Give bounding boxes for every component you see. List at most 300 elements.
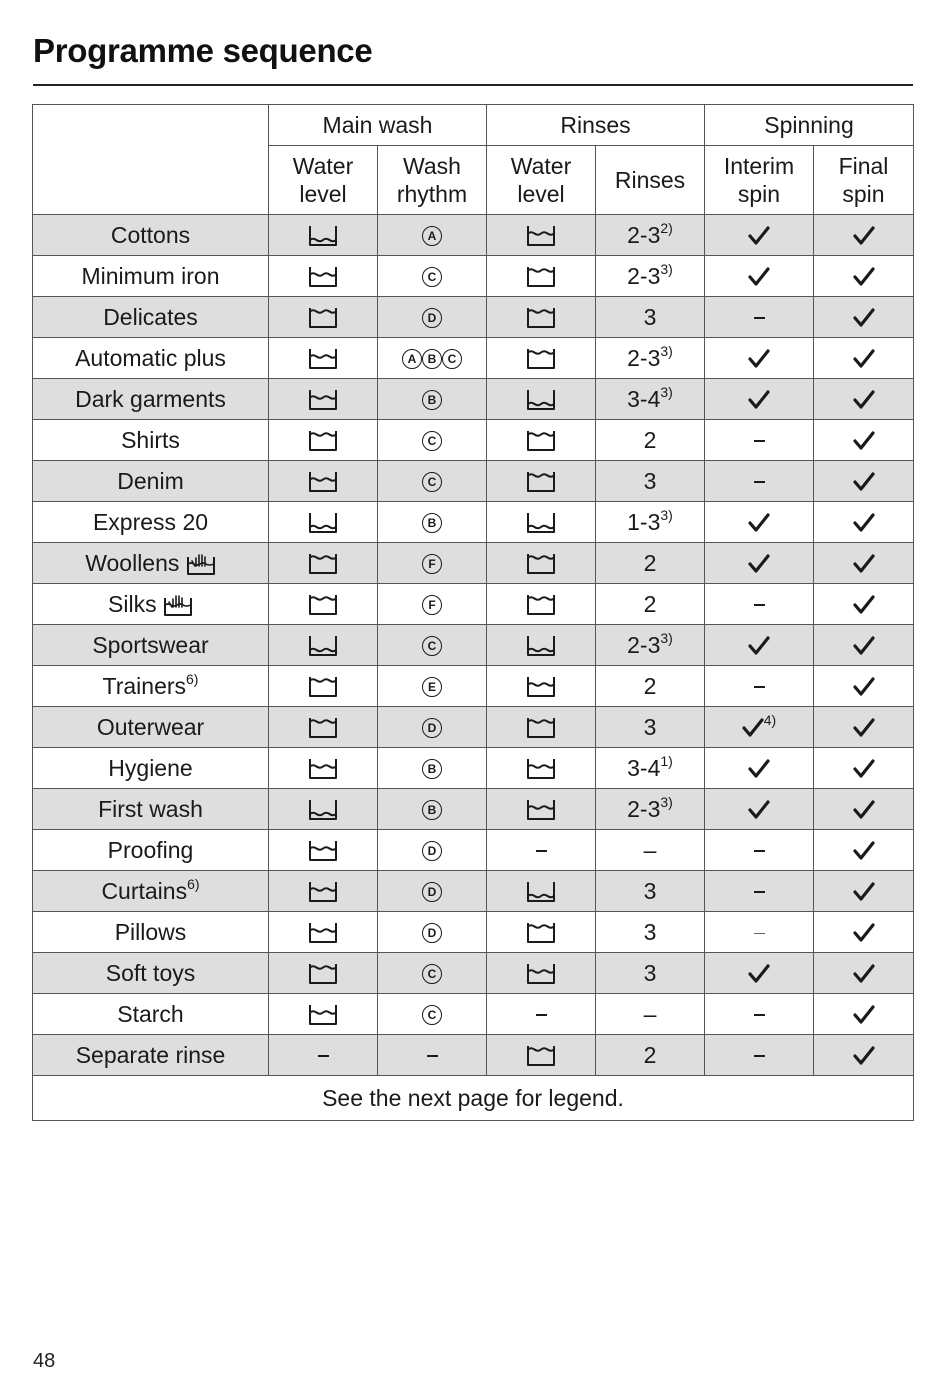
programme-name: Starch (117, 1000, 184, 1027)
cell-rinses (596, 789, 705, 830)
programme-table (32, 104, 914, 1121)
handwash-icon (163, 593, 193, 617)
programme-name: Woollens (85, 549, 180, 576)
cell-rinses (596, 543, 705, 584)
check-icon (853, 349, 875, 369)
programme-name: Pillows (114, 918, 187, 945)
cell-rinses (596, 379, 705, 420)
cell-rinses (596, 338, 705, 379)
cell-rinses (596, 1035, 705, 1076)
cell-rinses (596, 420, 705, 461)
cell-final-spin (814, 625, 914, 666)
water-level-high-icon (308, 716, 338, 740)
cell-rinses (596, 502, 705, 543)
rinses-footnote: 3) (660, 506, 673, 523)
dash-icon (754, 850, 765, 852)
cell-r-water-level (487, 297, 596, 338)
programme-name: Denim (117, 467, 184, 494)
cell-r-water-level (487, 256, 596, 297)
subheader-s-final-spin: Final spin (814, 146, 914, 215)
cell-rinses (596, 584, 705, 625)
rhythm-f-icon: F (422, 595, 442, 615)
cell-interim-spin (705, 215, 814, 256)
check-icon (748, 349, 770, 369)
cell-r-water-level (487, 584, 596, 625)
cell-programme (33, 215, 269, 256)
cell-final-spin (814, 543, 914, 584)
programme-name: Hygiene (108, 754, 193, 781)
rinses-value: 2-3 (627, 795, 661, 822)
cell-final-spin (814, 748, 914, 789)
check-icon (853, 267, 875, 287)
check-icon (853, 308, 875, 328)
cell-final-spin (814, 338, 914, 379)
check-icon (748, 513, 770, 533)
rinses-value: 2 (643, 672, 657, 699)
cell-programme (33, 666, 269, 707)
rinses-value: 2-3 (627, 262, 661, 289)
cell-mw-water-level (269, 625, 378, 666)
water-level-high-icon (308, 593, 338, 617)
cell-mw-water-level (269, 707, 378, 748)
programme-name: Delicates (103, 303, 198, 330)
rhythm-d-icon: D (422, 882, 442, 902)
rhythm-a-icon: A (402, 349, 422, 369)
water-level-medium-icon (526, 675, 556, 699)
cell-wash-rhythm (378, 994, 487, 1035)
cell-wash-rhythm (378, 502, 487, 543)
cell-r-water-level (487, 461, 596, 502)
cell-mw-water-level (269, 830, 378, 871)
programme-name: Curtains (101, 877, 188, 904)
check-icon (748, 267, 770, 287)
cell-wash-rhythm (378, 338, 487, 379)
programme-name: Sportswear (92, 631, 209, 658)
programme-name: First wash (98, 795, 203, 822)
check-icon (853, 800, 875, 820)
cell-wash-rhythm (378, 748, 487, 789)
water-level-low-icon (308, 798, 338, 822)
cell-rinses (596, 912, 705, 953)
header-corner (33, 105, 269, 215)
dash-icon (427, 1055, 438, 1057)
rinses-value: 3 (643, 877, 657, 904)
programme-name: Outerwear (96, 713, 205, 740)
table-row (33, 953, 914, 994)
cell-r-water-level (487, 707, 596, 748)
cell-final-spin (814, 666, 914, 707)
water-level-medium-icon (526, 224, 556, 248)
cell-final-spin (814, 379, 914, 420)
rhythm-b-icon: B (422, 759, 442, 779)
table-row (33, 625, 914, 666)
rinses-value: 2-3 (627, 344, 661, 371)
water-level-medium-icon (308, 839, 338, 863)
check-icon (748, 554, 770, 574)
programme-name: Silks (108, 590, 157, 617)
cell-final-spin (814, 994, 914, 1035)
programme-name: Automatic plus (75, 344, 226, 371)
rhythm-e-icon: E (422, 677, 442, 697)
cell-r-water-level (487, 543, 596, 584)
rhythm-b-icon: B (422, 800, 442, 820)
dash-icon (754, 604, 765, 606)
rinses-value: – (643, 1000, 657, 1027)
table-row (33, 584, 914, 625)
table-row (33, 748, 914, 789)
cell-r-water-level (487, 666, 596, 707)
water-level-high-icon (526, 470, 556, 494)
programme-name: Shirts (121, 426, 180, 453)
cell-r-water-level (487, 912, 596, 953)
rinses-footnote: 1) (660, 752, 673, 769)
rinses-value: 2 (643, 549, 657, 576)
cell-final-spin (814, 256, 914, 297)
rinses-value: 2-3 (627, 221, 661, 248)
rinses-value: 3-4 (627, 754, 661, 781)
dash-icon (754, 891, 765, 893)
check-icon (853, 759, 875, 779)
table-footer-legend-note: See the next page for legend. (33, 1076, 914, 1121)
dash-icon (754, 317, 765, 319)
cell-r-water-level (487, 502, 596, 543)
cell-rinses (596, 830, 705, 871)
cell-programme (33, 871, 269, 912)
cell-mw-water-level (269, 748, 378, 789)
table-row (33, 338, 914, 379)
water-level-high-icon (526, 716, 556, 740)
rinses-value: 3 (643, 303, 657, 330)
rhythm-d-icon: D (422, 308, 442, 328)
cell-interim-spin (705, 584, 814, 625)
cell-interim-spin (705, 420, 814, 461)
cell-interim-spin (705, 789, 814, 830)
cell-r-water-level (487, 1035, 596, 1076)
cell-mw-water-level (269, 420, 378, 461)
cell-programme (33, 994, 269, 1035)
water-level-low-icon (308, 634, 338, 658)
table-row (33, 1035, 914, 1076)
cell-r-water-level (487, 789, 596, 830)
cell-wash-rhythm (378, 420, 487, 461)
check-icon (748, 759, 770, 779)
cell-mw-water-level (269, 215, 378, 256)
cell-wash-rhythm (378, 584, 487, 625)
water-level-medium-icon (308, 347, 338, 371)
water-level-low-icon (526, 634, 556, 658)
header-spinning: Spinning (705, 105, 914, 146)
check-icon (853, 923, 875, 943)
water-level-medium-icon (526, 798, 556, 822)
cell-final-spin (814, 1035, 914, 1076)
cell-final-spin (814, 297, 914, 338)
cell-mw-water-level (269, 543, 378, 584)
cell-wash-rhythm (378, 256, 487, 297)
cell-interim-spin (705, 379, 814, 420)
cell-rinses (596, 215, 705, 256)
dash-icon (754, 1055, 765, 1057)
cell-rinses (596, 256, 705, 297)
water-level-high-icon (308, 962, 338, 986)
cell-interim-spin (705, 1035, 814, 1076)
cell-rinses (596, 994, 705, 1035)
table-row (33, 502, 914, 543)
cell-mw-water-level (269, 297, 378, 338)
cell-final-spin (814, 830, 914, 871)
rhythm-b-icon: B (422, 349, 442, 369)
table-row (33, 297, 914, 338)
table-row (33, 420, 914, 461)
rinses-footnote: 3) (660, 342, 673, 359)
rinses-footnote: 2) (660, 219, 673, 236)
cell-interim-spin (705, 707, 814, 748)
table-row (33, 666, 914, 707)
cell-final-spin (814, 584, 914, 625)
water-level-low-icon (308, 511, 338, 535)
water-level-medium-icon (308, 757, 338, 781)
check-icon (853, 636, 875, 656)
check-icon (853, 718, 875, 738)
subheader-r-rinses: Rinses (596, 146, 705, 215)
water-level-medium-icon (308, 880, 338, 904)
water-level-medium-icon (526, 757, 556, 781)
table-row (33, 543, 914, 584)
programme-footnote: 6) (186, 670, 199, 687)
water-level-high-icon (526, 347, 556, 371)
cell-interim-spin (705, 543, 814, 584)
cell-r-water-level (487, 953, 596, 994)
cell-final-spin (814, 789, 914, 830)
cell-rinses (596, 707, 705, 748)
water-level-high-icon (526, 593, 556, 617)
rinses-value: 2 (643, 1041, 657, 1068)
water-level-high-icon (526, 1044, 556, 1068)
header-main-wash: Main wash (269, 105, 487, 146)
water-level-medium-icon (308, 388, 338, 412)
cell-wash-rhythm (378, 1035, 487, 1076)
rinses-footnote: 3) (660, 383, 673, 400)
rinses-footnote: 3) (660, 260, 673, 277)
check-icon (853, 841, 875, 861)
cell-r-water-level (487, 338, 596, 379)
dash-icon (754, 481, 765, 483)
cell-interim-spin (705, 297, 814, 338)
rinses-value: 1-3 (627, 508, 661, 535)
water-level-medium-icon (308, 1003, 338, 1027)
cell-final-spin (814, 215, 914, 256)
programme-name: Soft toys (105, 959, 196, 986)
cell-wash-rhythm (378, 830, 487, 871)
dash-icon (318, 1055, 329, 1057)
programme-footnote: 6) (187, 875, 200, 892)
programme-name: Express 20 (92, 508, 209, 535)
cell-mw-water-level (269, 502, 378, 543)
check-icon (853, 677, 875, 697)
cell-programme (33, 789, 269, 830)
subheader-mw-wash-rhythm: Wash rhythm (378, 146, 487, 215)
cell-mw-water-level (269, 789, 378, 830)
header-rinses: Rinses (487, 105, 705, 146)
rinses-value: 3 (643, 713, 657, 740)
cell-final-spin (814, 461, 914, 502)
page-number: 48 (33, 1350, 56, 1372)
cell-wash-rhythm (378, 953, 487, 994)
water-level-medium-icon (308, 470, 338, 494)
check-icon (748, 636, 770, 656)
cell-rinses (596, 666, 705, 707)
water-level-high-icon (308, 552, 338, 576)
cell-wash-rhythm (378, 215, 487, 256)
cell-r-water-level (487, 379, 596, 420)
cell-interim-spin (705, 625, 814, 666)
cell-mw-water-level (269, 1035, 378, 1076)
cell-r-water-level (487, 215, 596, 256)
table-body (33, 215, 914, 1076)
table-row (33, 379, 914, 420)
cell-wash-rhythm (378, 912, 487, 953)
cell-wash-rhythm (378, 543, 487, 584)
rinses-value: 2 (643, 426, 657, 453)
rhythm-c-icon: C (422, 267, 442, 287)
cell-final-spin (814, 502, 914, 543)
cell-programme (33, 297, 269, 338)
water-level-high-icon (308, 306, 338, 330)
cell-interim-spin (705, 994, 814, 1035)
rinses-value: 2-3 (627, 631, 661, 658)
cell-wash-rhythm (378, 625, 487, 666)
cell-wash-rhythm (378, 871, 487, 912)
cell-rinses (596, 461, 705, 502)
water-level-high-icon (526, 552, 556, 576)
cell-final-spin (814, 953, 914, 994)
cell-programme (33, 461, 269, 502)
programme-name: Cottons (110, 221, 191, 248)
check-icon (853, 431, 875, 451)
check-icon (748, 964, 770, 984)
rhythm-c-icon: C (422, 964, 442, 984)
cell-programme (33, 748, 269, 789)
rhythm-d-icon: D (422, 923, 442, 943)
check-icon (748, 226, 770, 246)
check-icon (748, 800, 770, 820)
cell-interim-spin (705, 871, 814, 912)
check-icon (748, 390, 770, 410)
programme-name: Proofing (107, 836, 194, 863)
cell-programme (33, 912, 269, 953)
cell-wash-rhythm (378, 297, 487, 338)
cell-programme (33, 256, 269, 297)
water-level-high-icon (526, 429, 556, 453)
check-icon (853, 226, 875, 246)
cell-r-water-level (487, 625, 596, 666)
rinses-value: 3 (643, 959, 657, 986)
cell-rinses (596, 871, 705, 912)
check-icon (853, 595, 875, 615)
cell-mw-water-level (269, 584, 378, 625)
subheader-mw-water-level: Water level (269, 146, 378, 215)
cell-mw-water-level (269, 461, 378, 502)
cell-programme (33, 707, 269, 748)
cell-interim-spin (705, 338, 814, 379)
cell-mw-water-level (269, 256, 378, 297)
cell-r-water-level (487, 994, 596, 1035)
check-icon (853, 1005, 875, 1025)
cell-final-spin (814, 912, 914, 953)
table-row (33, 994, 914, 1035)
cell-mw-water-level (269, 994, 378, 1035)
table-row (33, 461, 914, 502)
cell-r-water-level (487, 748, 596, 789)
cell-programme (33, 420, 269, 461)
rhythm-a-icon: A (422, 226, 442, 246)
check-icon (853, 513, 875, 533)
cell-programme (33, 953, 269, 994)
cell-wash-rhythm (378, 379, 487, 420)
cell-rinses (596, 748, 705, 789)
rhythm-c-icon: C (422, 1005, 442, 1025)
cell-programme (33, 625, 269, 666)
cell-r-water-level (487, 871, 596, 912)
check-icon (853, 390, 875, 410)
rinses-value: 3 (643, 918, 657, 945)
cell-programme (33, 502, 269, 543)
cell-mw-water-level (269, 338, 378, 379)
cell-programme (33, 830, 269, 871)
rinses-value: 2 (643, 590, 657, 617)
table-row (33, 215, 914, 256)
dash-icon (754, 933, 765, 934)
cell-final-spin (814, 707, 914, 748)
water-level-low-icon (526, 511, 556, 535)
cell-wash-rhythm (378, 666, 487, 707)
cell-mw-water-level (269, 666, 378, 707)
cell-programme (33, 338, 269, 379)
title-rule (33, 84, 913, 86)
water-level-high-icon (308, 429, 338, 453)
cell-mw-water-level (269, 379, 378, 420)
dash-icon (754, 1014, 765, 1016)
dash-icon (536, 850, 547, 852)
table-row (33, 256, 914, 297)
cell-mw-water-level (269, 953, 378, 994)
cell-r-water-level (487, 420, 596, 461)
cell-final-spin (814, 420, 914, 461)
dash-icon (536, 1014, 547, 1016)
dash-icon (754, 440, 765, 442)
cell-interim-spin (705, 666, 814, 707)
rinses-value: – (643, 836, 657, 863)
interim-footnote: 4) (763, 711, 777, 728)
cell-programme (33, 543, 269, 584)
cell-wash-rhythm (378, 707, 487, 748)
cell-interim-spin (705, 461, 814, 502)
rhythm-f-icon: F (422, 554, 442, 574)
water-level-medium-icon (308, 265, 338, 289)
cell-rinses (596, 297, 705, 338)
table-row (33, 789, 914, 830)
cell-r-water-level (487, 830, 596, 871)
rhythm-d-icon: D (422, 718, 442, 738)
programme-name: Separate rinse (75, 1041, 226, 1068)
rinses-value: 3 (643, 467, 657, 494)
cell-programme (33, 1035, 269, 1076)
subheader-r-water-level: Water level (487, 146, 596, 215)
rinses-footnote: 3) (660, 629, 673, 646)
page-title: Programme sequence (33, 32, 373, 69)
check-icon (853, 882, 875, 902)
water-level-low-icon (526, 880, 556, 904)
cell-interim-spin (705, 953, 814, 994)
